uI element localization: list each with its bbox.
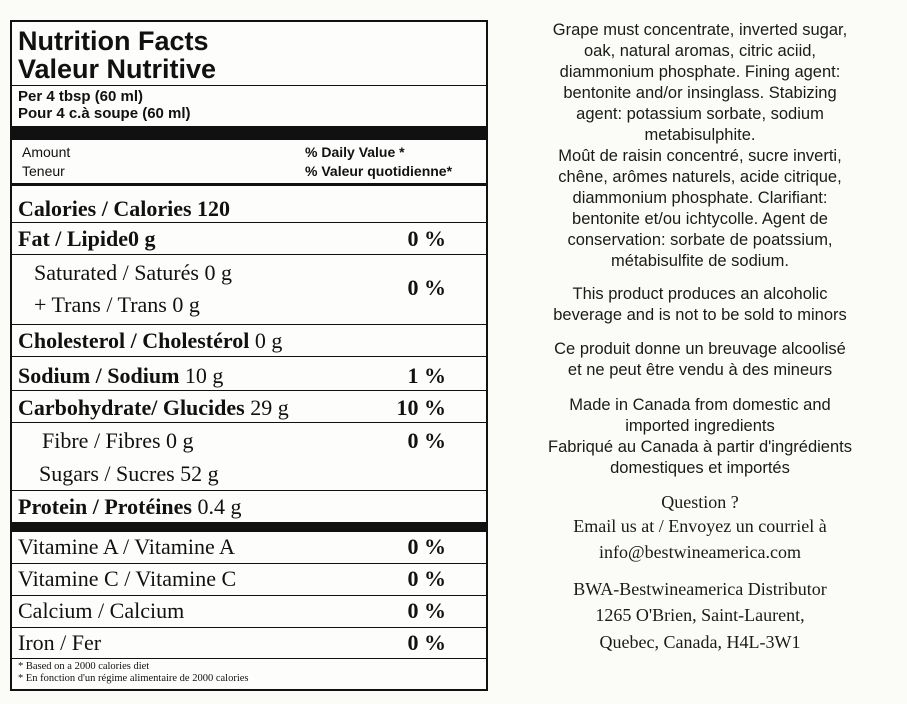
divider (12, 595, 486, 596)
alcohol-warning-fr: Ce produit donne un breuvage alcoolisé (554, 340, 846, 358)
divider (12, 627, 486, 628)
sodium-label: Sodium / Sodium (18, 363, 180, 388)
fibre-pct: 0 % (407, 428, 446, 453)
email-prompt: Email us at / Envoyez un courriel à (573, 516, 827, 536)
calories-label: Calories / Calories (18, 196, 192, 221)
made-in-canada-en: Made in Canada from domestic and (569, 396, 831, 414)
product-info (500, 0, 900, 704)
ingredients-fr-line: chêne, arômes naturels, acide citrique, (558, 168, 842, 186)
alcohol-warning-en: beverage and is not to be sold to minors (553, 306, 847, 324)
carbohydrate-value: 29 g (250, 395, 289, 420)
daily-value-en: % Daily Value * (305, 144, 405, 160)
divider (12, 422, 486, 423)
question-heading: Question ? (661, 492, 739, 512)
calcium-label: Calcium / Calcium (18, 598, 185, 623)
fat-pct: 0 % (407, 226, 446, 251)
thick-bar (12, 126, 486, 140)
calcium-pct: 0 % (407, 598, 446, 623)
alcohol-warning-en: This product produces an alcoholic (572, 285, 828, 303)
amount-fr: Teneur (22, 163, 65, 179)
footnote-en: * Based on a 2000 calories diet (18, 661, 150, 672)
vitamin-c-pct: 0 % (407, 566, 446, 591)
address-line: 1265 O'Brien, Saint-Laurent, (595, 605, 805, 625)
sugars-label: Sugars / Sucres 52 g (39, 461, 219, 486)
ingredients-fr-line: bentonite et/ou ichtycolle. Agent de (572, 210, 828, 228)
ingredients-fr-line: Moût de raisin concentré, sucre inverti, (558, 147, 842, 165)
protein-label: Protein / Protéines (18, 494, 192, 519)
email-link[interactable]: info@bestwineamerica.com (599, 542, 801, 562)
divider (12, 356, 486, 357)
divider (12, 254, 486, 255)
calories-row (18, 197, 230, 221)
alcohol-warning-fr: et ne peut être vendu à des mineurs (567, 361, 833, 379)
ingredients-en-line: bentonite and/or insinglass. Stabizing (563, 84, 837, 102)
ingredients-en-line: agent: potassium sorbate, sodium (576, 105, 824, 123)
fibre-label: Fibre / Fibres 0 g (42, 428, 194, 453)
serving-fr: Pour 4 c.à soupe (60 ml) (18, 105, 191, 122)
cholesterol-row (18, 329, 282, 353)
trans-label: + Trans / Trans 0 g (34, 292, 200, 317)
fat-label: Fat / Lipide (18, 226, 129, 251)
carbohydrate-label: Carbohydrate/ Glucides (18, 395, 245, 420)
daily-value-fr: % Valeur quotidienne* (305, 163, 453, 179)
saturated-label: Saturated / Saturés 0 g (34, 260, 232, 285)
made-in-canada-fr: domestiques et importés (610, 459, 790, 477)
thick-bar (12, 522, 486, 532)
ingredients-fr-line: diammonium phosphate. Clarifiant: (572, 189, 828, 207)
divider (12, 390, 486, 391)
divider (12, 183, 486, 186)
made-in-canada-fr: Fabriqué au Canada à partir d'ingrédients (547, 438, 852, 456)
amount-en: Amount (22, 144, 71, 160)
footnote-fr: * En fonction d'un régime alimentaire de 2000 calories (18, 673, 249, 684)
vitamin-a-label: Vitamine A / Vitamine A (18, 534, 235, 559)
ingredients-fr-line: conservation: sorbate de poatssium, (567, 231, 833, 249)
sodium-value: 10 g (184, 363, 224, 388)
distributor-name: BWA-Bestwineamerica Distributor (573, 579, 827, 599)
protein-value: 0.4 g (197, 494, 242, 519)
iron-pct: 0 % (407, 630, 446, 655)
title-en: Nutrition Facts (18, 26, 209, 56)
cholesterol-label: Cholesterol / Cholestérol (18, 328, 250, 353)
divider (12, 85, 486, 86)
saturated-trans-pct: 0 % (407, 275, 446, 300)
ingredients-en-line: metabisulphite. (644, 126, 756, 144)
ingredients-fr-line: métabisulfite de sodium. (611, 252, 789, 270)
fat-row (18, 227, 156, 251)
calories-value: 120 (197, 196, 231, 221)
iron-label: Iron / Fer (18, 630, 102, 655)
sodium-pct: 1 % (407, 363, 446, 388)
address-line: Quebec, Canada, H4L-3W1 (599, 632, 801, 652)
vitamin-a-pct: 0 % (407, 534, 446, 559)
sodium-row (18, 364, 223, 388)
divider (12, 222, 486, 223)
divider (12, 658, 486, 659)
cholesterol-value: 0 g (254, 328, 283, 353)
vitamin-c-label: Vitamine C / Vitamine C (18, 566, 237, 591)
divider (12, 324, 486, 325)
serving-en: Per 4 tbsp (60 ml) (18, 88, 144, 105)
ingredients-en-line: Grape must concentrate, inverted sugar, (552, 21, 848, 39)
nutrition-facts-table (10, 20, 488, 691)
fat-value: 0 g (128, 226, 156, 251)
divider (12, 490, 486, 491)
carbohydrate-pct: 10 % (396, 395, 446, 420)
made-in-canada-en: imported ingredients (625, 417, 775, 435)
ingredients-en-line: oak, natural aromas, citric aciid, (583, 42, 816, 60)
protein-row (18, 495, 241, 519)
divider (12, 563, 486, 564)
title-fr: Valeur Nutritive (18, 54, 217, 84)
ingredients-en-line: diammonium phosphate. Fining agent: (559, 63, 841, 81)
carbohydrate-row (18, 396, 289, 420)
